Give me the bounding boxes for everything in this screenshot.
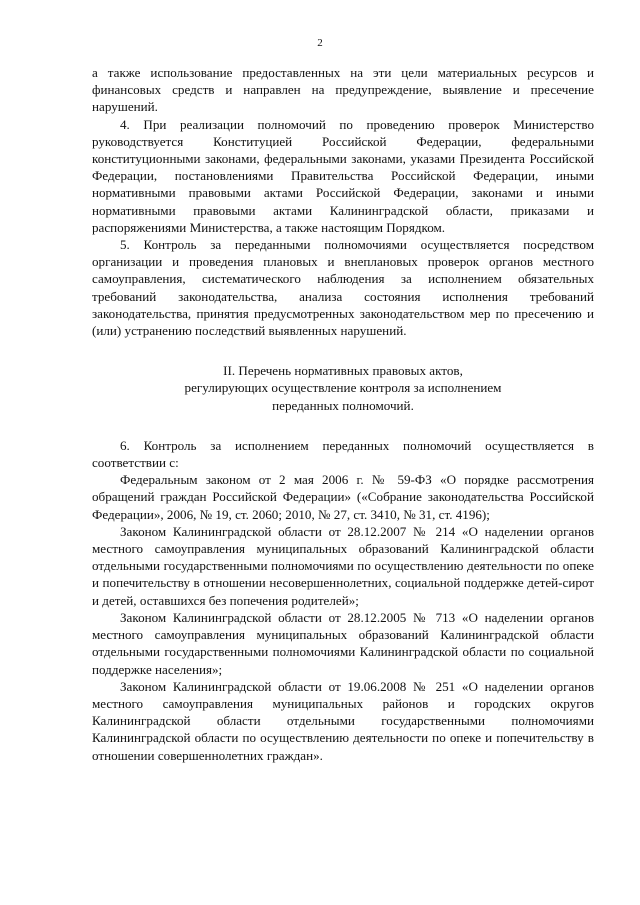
list-item-regional-law-251: Законом Калининградской области от 19.06.2008 № 251 «О наделении органов местного самоуправления муниципальных районов и городских округов Калининградской области отдельными государственными полномочиями Калининградской области по осуществлению деятельности по опеке и попечительству в отношении совершеннолетних граждан».	[92, 678, 594, 763]
section-heading-line-3: переданных полномочий.	[272, 397, 414, 413]
page-number: 2	[317, 37, 323, 49]
paragraph-item-5: 5. Контроль за переданными полномочиями осуществляется посредством организации и проведения плановых и внеплановых проверок органов местного самоуправления, систематического наблюдения за исполнением обязательных требований законодательства, анализа состояния исполнения требований законодательства, принятия предусмотренных законодательством мер по пресечению и (или) устранению последствий выявленных нарушений.	[92, 237, 594, 339]
section-heading-line-2: регулирующих осуществление контроля за исполнением	[184, 380, 502, 396]
paragraph-item-4: 4. При реализации полномочий по проведению проверок Министерство руководствуется Конституцией Российской Федерации, федеральными конституционными законами, федеральными законами, указами Президента Российской Федерации, постановлениями Правительства Российской Федерации, иными нормативными правовыми актами Российской Федерации, законами и иными нормативными правовыми актами Калининградской области, приказами и распоряжениями Министерства, а также настоящим Порядком.	[92, 116, 594, 235]
section-heading-line-1: II. Перечень нормативных правовых актов,	[223, 363, 463, 379]
section-heading	[92, 362, 594, 414]
list-item-regional-law-214: Законом Калининградской области от 28.12.2007 № 214 «О наделении органов местного самоуправления муниципальных образований Калининградской области отдельными государственными полномочиями по осуществлению деятельности по опеке и попечительству в отношении несовершеннолетних, социальной поддержке детей-сирот и детей, оставшихся без попечения родителей»;	[92, 523, 594, 608]
paragraph-item-6: 6. Контроль за исполнением переданных полномочий осуществляется в соответствии с:	[92, 437, 594, 471]
paragraph-continuation: а также использование предоставленных на эти цели материальных ресурсов и финансовых средств и направлен на предупреждение, выявление и пресечение нарушений.	[92, 65, 594, 115]
list-item-regional-law-713: Законом Калининградской области от 28.12.2005 № 713 «О наделении органов местного самоуправления муниципальных образований Калининградской области отдельными государственными полномочиями Калининградской области по социальной поддержке населения»;	[92, 609, 594, 677]
document-body	[92, 64, 594, 764]
list-item-federal-law: Федеральным законом от 2 мая 2006 г. № 59-ФЗ «О порядке рассмотрения обращений граждан Российской Федерации» («Собрание законодательства Российской Федерации», 2006, № 19, ст. 2060; 2010, № 27, ст. 3410, № 31, ст. 4196);	[92, 472, 594, 522]
